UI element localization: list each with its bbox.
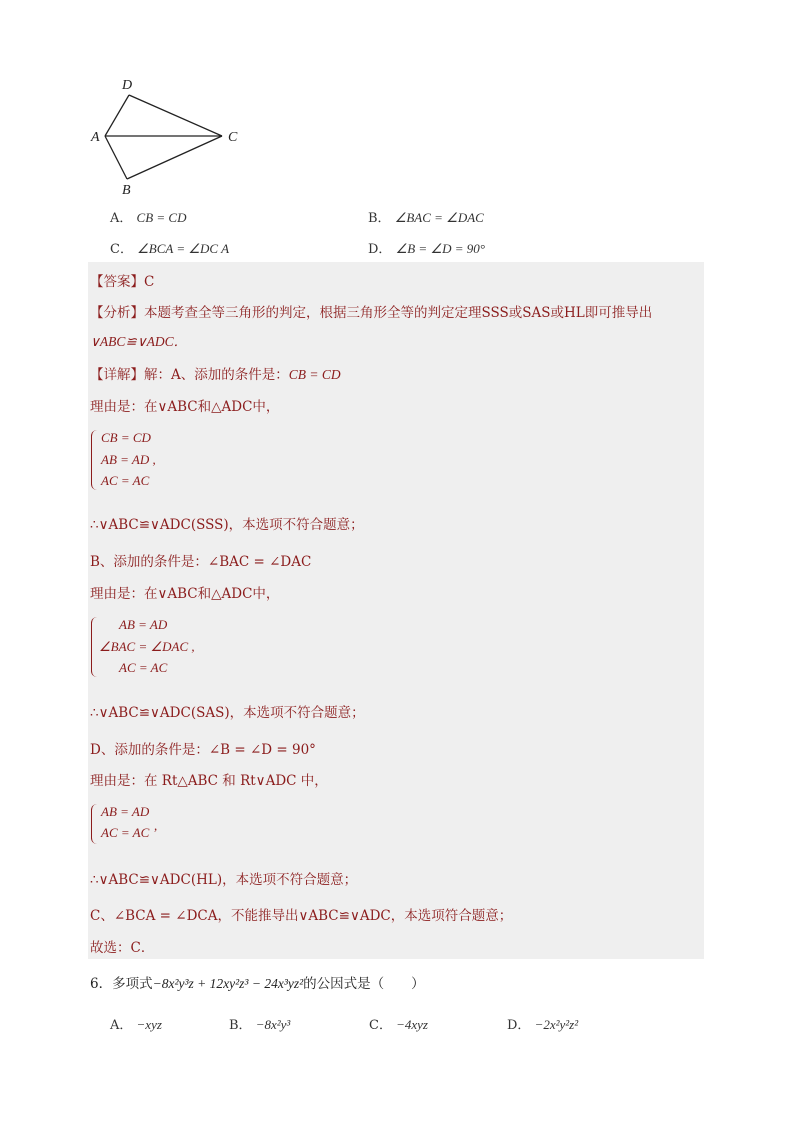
sys-d-line-1: AB = AD (101, 804, 150, 819)
q6-option-d[interactable] (507, 1014, 578, 1033)
question-6-suffix: 的公因式是（ ） (303, 976, 425, 992)
label-b: B (122, 183, 131, 198)
sys-a-line-1: CB = CD (101, 430, 151, 445)
detail-head (90, 363, 341, 383)
quadrilateral-figure (85, 72, 255, 202)
q6-option-c[interactable] (369, 1014, 428, 1033)
q6-option-b[interactable] (229, 1014, 290, 1033)
c-line: C、∠BCA = ∠DCA，不能推导出∨ABC≌∨ADC，本选项符合题意； (90, 908, 513, 924)
option-letter: B． (229, 1018, 252, 1033)
brace-d (91, 804, 100, 844)
option-c[interactable] (110, 238, 229, 257)
edge-ab (105, 136, 127, 179)
edge-dc (129, 95, 222, 136)
label-c: C (228, 130, 238, 145)
sys-a-line-2: AB = AD , (101, 452, 156, 467)
edge-bc (127, 136, 222, 179)
reason-b: 理由是：在∨ABC和△ADC中， (90, 586, 280, 602)
option-letter: B． (368, 211, 391, 226)
option-letter: A． (110, 211, 133, 226)
detail-head-text: 【详解】解：A、添加的条件是： (90, 367, 289, 383)
label-a: A (91, 130, 100, 145)
option-text: −4xyz (396, 1017, 428, 1032)
brace-a (91, 430, 100, 490)
option-text: ∠B = ∠D = 90° (395, 241, 485, 256)
option-text: −8x²y³ (255, 1017, 291, 1032)
option-text: −2x²y²z² (534, 1017, 579, 1032)
detail-head-math: CB = CD (288, 367, 341, 382)
option-a[interactable] (110, 207, 186, 226)
reason-d: 理由是：在 Rt△ABC 和 Rt∨ADC 中， (90, 773, 328, 789)
final-answer: 故选：C． (90, 940, 155, 956)
sys-b-line-3: AC = AC (119, 660, 168, 675)
conclusion-b: ∴∨ABC≌∨ADC(SAS)，本选项不符合题意； (90, 705, 365, 721)
option-d[interactable] (368, 238, 485, 257)
b-head: B、添加的条件是：∠BAC = ∠DAC (90, 554, 312, 570)
option-letter: C． (110, 242, 133, 257)
question-6 (90, 972, 425, 992)
option-text: CB = CD (136, 210, 187, 225)
conclusion-d: ∴∨ABC≌∨ADC(HL)，本选项不符合题意； (90, 872, 358, 888)
option-letter: C． (369, 1018, 392, 1033)
option-letter: D． (507, 1018, 531, 1033)
sys-a-line-3: AC = AC (101, 473, 150, 488)
option-letter: D． (368, 242, 392, 257)
question-6-prefix: 6．多项式 (90, 976, 153, 992)
option-b[interactable] (368, 207, 484, 226)
sys-d-line-2: AC = AC ’ (101, 825, 157, 840)
option-text: ∠BCA = ∠DC A (137, 241, 230, 256)
edge-ad (105, 95, 129, 136)
conclusion-a: ∴∨ABC≌∨ADC(SSS)，本选项不符合题意； (90, 517, 364, 533)
q6-option-a[interactable] (110, 1014, 162, 1033)
reason-a: 理由是：在∨ABC和△ADC中， (90, 399, 280, 415)
sys-b-line-2: ∠BAC = ∠DAC , (99, 639, 195, 654)
sys-b-line-1: AB = AD (119, 617, 168, 632)
option-text: ∠BAC = ∠DAC (394, 210, 484, 225)
label-d: D (122, 78, 133, 93)
option-letter: A． (110, 1018, 133, 1033)
question-6-expression: −8x²y³z + 12xy²z³ − 24x³yz² (152, 976, 304, 991)
d-head: D、添加的条件是：∠B = ∠D = 90° (90, 742, 316, 758)
analysis-line-1: 【分析】本题考查全等三角形的判定，根据三角形全等的判定定理SSS或SAS或HL即可推导出 (90, 305, 653, 321)
option-text: −xyz (136, 1017, 162, 1032)
answer-line: 【答案】C (90, 274, 155, 290)
analysis-line-2: ∨ABC≌∨ADC． (90, 334, 188, 349)
